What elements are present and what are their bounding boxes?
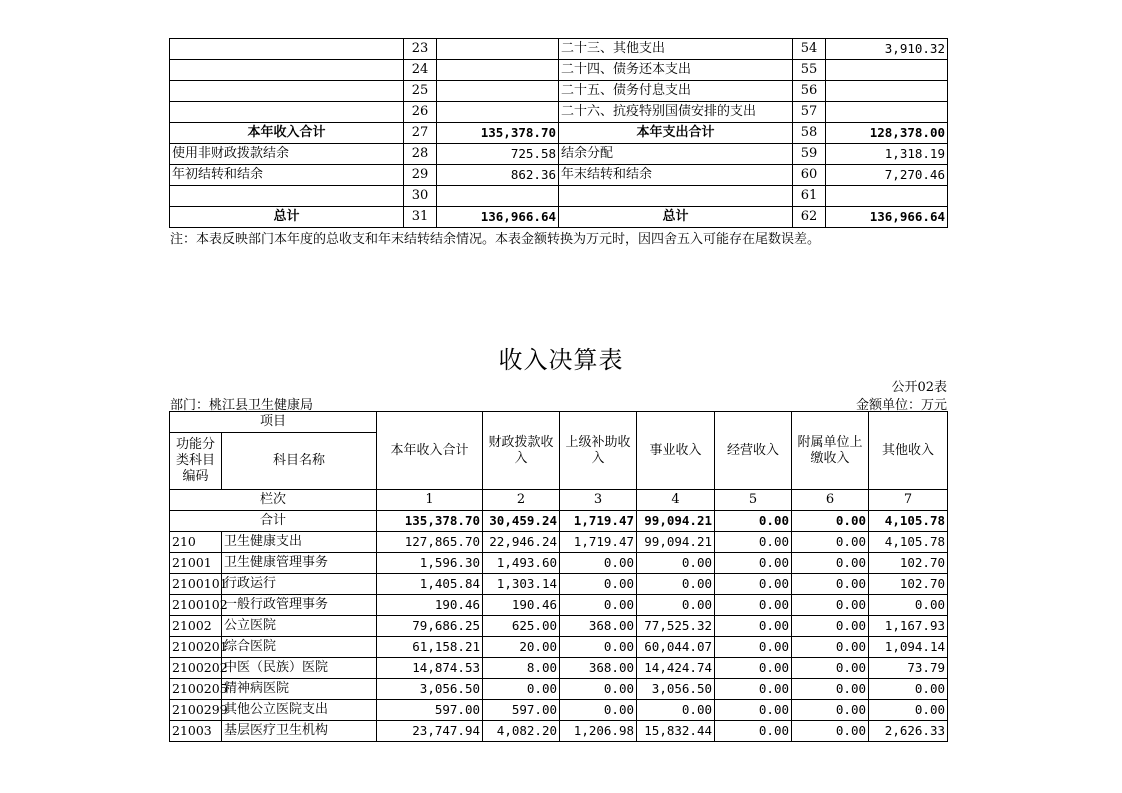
total-value: 4,105.78 <box>869 511 948 532</box>
summary-right-label: 二十三、其他支出 <box>559 39 793 60</box>
row-value: 1,405.84 <box>377 574 483 595</box>
row-value: 0.00 <box>792 595 869 616</box>
summary-right-value <box>826 81 948 102</box>
header-lanci: 栏次 <box>170 490 377 511</box>
department-label: 部门：桃江县卫生健康局 <box>170 398 314 413</box>
row-value: 0.00 <box>792 721 869 742</box>
row-value: 0.00 <box>869 595 948 616</box>
total-value: 30,459.24 <box>483 511 560 532</box>
row-value: 368.00 <box>560 658 637 679</box>
row-value: 0.00 <box>560 700 637 721</box>
row-value: 0.00 <box>560 679 637 700</box>
table-row <box>170 637 948 658</box>
row-code: 2100299 <box>170 700 222 721</box>
row-value: 0.00 <box>715 658 792 679</box>
row-value: 102.70 <box>869 553 948 574</box>
table-row <box>170 574 948 595</box>
summary-row <box>170 207 948 228</box>
summary-right-label: 二十六、抗疫特别国债安排的支出 <box>559 102 793 123</box>
total-value: 99,094.21 <box>637 511 715 532</box>
summary-row <box>170 165 948 186</box>
header-col2: 财政拨款收入 <box>483 412 560 490</box>
row-code: 2100202 <box>170 658 222 679</box>
col-number: 5 <box>715 490 792 511</box>
row-value: 23,747.94 <box>377 721 483 742</box>
header-col7: 其他收入 <box>869 412 948 490</box>
form-code: 公开02表 <box>891 380 947 395</box>
summary-left-value: 725.58 <box>437 144 559 165</box>
row-value: 0.00 <box>715 574 792 595</box>
summary-left-label: 使用非财政拨款结余 <box>170 144 404 165</box>
summary-left-label <box>170 186 404 207</box>
row-value: 127,865.70 <box>377 532 483 553</box>
summary-right-value <box>826 60 948 81</box>
summary-left-no: 29 <box>404 165 437 186</box>
row-value: 0.00 <box>637 553 715 574</box>
row-value: 0.00 <box>715 532 792 553</box>
row-value: 20.00 <box>483 637 560 658</box>
summary-right-value <box>826 102 948 123</box>
summary-right-label: 二十四、债务还本支出 <box>559 60 793 81</box>
summary-right-value: 7,270.46 <box>826 165 948 186</box>
header-col6: 附属单位上缴收入 <box>792 412 869 490</box>
row-value: 1,167.93 <box>869 616 948 637</box>
row-name: 综合医院 <box>222 637 377 658</box>
row-value: 0.00 <box>869 679 948 700</box>
summary-right-no: 60 <box>793 165 826 186</box>
summary-left-no: 23 <box>404 39 437 60</box>
header-col4: 事业收入 <box>637 412 715 490</box>
summary-right-value: 136,966.64 <box>826 207 948 228</box>
summary-row <box>170 60 948 81</box>
summary-right-label: 年末结转和结余 <box>559 165 793 186</box>
row-value: 0.00 <box>792 700 869 721</box>
header-col5: 经营收入 <box>715 412 792 490</box>
summary-right-label: 结余分配 <box>559 144 793 165</box>
summary-right-no: 55 <box>793 60 826 81</box>
row-name: 基层医疗卫生机构 <box>222 721 377 742</box>
row-value: 1,303.14 <box>483 574 560 595</box>
col-number: 6 <box>792 490 869 511</box>
summary-row <box>170 39 948 60</box>
row-value: 0.00 <box>715 721 792 742</box>
row-value: 1,206.98 <box>560 721 637 742</box>
summary-left-value <box>437 186 559 207</box>
header-item: 项目 <box>170 412 377 433</box>
row-value: 15,832.44 <box>637 721 715 742</box>
unit-label: 金额单位：万元 <box>855 398 947 413</box>
summary-left-value <box>437 81 559 102</box>
total-value: 0.00 <box>715 511 792 532</box>
table-row <box>170 616 948 637</box>
total-value: 0.00 <box>792 511 869 532</box>
row-value: 597.00 <box>377 700 483 721</box>
header-col1: 本年收入合计 <box>377 412 483 490</box>
summary-right-value: 1,318.19 <box>826 144 948 165</box>
row-code: 2100205 <box>170 679 222 700</box>
summary-row <box>170 123 948 144</box>
row-name: 精神病医院 <box>222 679 377 700</box>
row-code: 2100201 <box>170 637 222 658</box>
row-value: 190.46 <box>377 595 483 616</box>
row-value: 0.00 <box>560 574 637 595</box>
table-row <box>170 721 948 742</box>
row-code: 2100101 <box>170 574 222 595</box>
summary-right-no: 56 <box>793 81 826 102</box>
row-value: 0.00 <box>715 553 792 574</box>
row-value: 22,946.24 <box>483 532 560 553</box>
row-value: 1,596.30 <box>377 553 483 574</box>
header-code: 功能分类科目编码 <box>170 433 222 490</box>
header-row-lanci <box>170 490 948 511</box>
summary-left-value <box>437 60 559 81</box>
summary-left-label: 本年收入合计 <box>170 123 404 144</box>
row-value: 0.00 <box>869 700 948 721</box>
summary-right-value <box>826 186 948 207</box>
summary-left-value <box>437 39 559 60</box>
header-col3: 上级补助收入 <box>560 412 637 490</box>
table-row <box>170 553 948 574</box>
total-label: 合计 <box>170 511 377 532</box>
row-value: 4,082.20 <box>483 721 560 742</box>
row-value: 14,424.74 <box>637 658 715 679</box>
summary-right-value: 128,378.00 <box>826 123 948 144</box>
summary-row <box>170 186 948 207</box>
row-value: 102.70 <box>869 574 948 595</box>
summary-right-no: 59 <box>793 144 826 165</box>
col-number: 1 <box>377 490 483 511</box>
total-value: 135,378.70 <box>377 511 483 532</box>
summary-right-no: 57 <box>793 102 826 123</box>
row-value: 1,493.60 <box>483 553 560 574</box>
row-code: 21001 <box>170 553 222 574</box>
row-value: 0.00 <box>792 616 869 637</box>
row-value: 0.00 <box>637 574 715 595</box>
summary-left-label: 年初结转和结余 <box>170 165 404 186</box>
row-value: 0.00 <box>792 553 869 574</box>
row-value: 597.00 <box>483 700 560 721</box>
header-name: 科目名称 <box>222 433 377 490</box>
summary-left-label <box>170 81 404 102</box>
summary-left-no: 31 <box>404 207 437 228</box>
row-value: 0.00 <box>637 700 715 721</box>
summary-left-no: 28 <box>404 144 437 165</box>
summary-right-no: 54 <box>793 39 826 60</box>
row-code: 21003 <box>170 721 222 742</box>
row-value: 8.00 <box>483 658 560 679</box>
row-name: 一般行政管理事务 <box>222 595 377 616</box>
col-number: 4 <box>637 490 715 511</box>
summary-right-no: 58 <box>793 123 826 144</box>
row-value: 0.00 <box>715 637 792 658</box>
table-row <box>170 532 948 553</box>
col-number: 3 <box>560 490 637 511</box>
row-value: 0.00 <box>792 658 869 679</box>
row-value: 0.00 <box>560 595 637 616</box>
row-value: 1,094.14 <box>869 637 948 658</box>
row-value: 14,874.53 <box>377 658 483 679</box>
row-value: 0.00 <box>792 637 869 658</box>
summary-left-value <box>437 102 559 123</box>
summary-right-no: 62 <box>793 207 826 228</box>
col-number: 7 <box>869 490 948 511</box>
summary-left-no: 30 <box>404 186 437 207</box>
row-value: 0.00 <box>715 595 792 616</box>
row-value: 0.00 <box>483 679 560 700</box>
summary-right-value: 3,910.32 <box>826 39 948 60</box>
table-row <box>170 679 948 700</box>
summary-left-label: 总计 <box>170 207 404 228</box>
row-value: 0.00 <box>560 553 637 574</box>
summary-right-label <box>559 186 793 207</box>
row-value: 99,094.21 <box>637 532 715 553</box>
row-value: 61,158.21 <box>377 637 483 658</box>
table-row <box>170 658 948 679</box>
summary-left-no: 25 <box>404 81 437 102</box>
row-value: 60,044.07 <box>637 637 715 658</box>
summary-left-no: 24 <box>404 60 437 81</box>
row-name: 公立医院 <box>222 616 377 637</box>
header-row-item <box>170 412 948 433</box>
total-row <box>170 511 948 532</box>
row-value: 77,525.32 <box>637 616 715 637</box>
row-value: 1,719.47 <box>560 532 637 553</box>
row-value: 368.00 <box>560 616 637 637</box>
table-row <box>170 700 948 721</box>
row-code: 21002 <box>170 616 222 637</box>
row-name: 卫生健康管理事务 <box>222 553 377 574</box>
summary-left-no: 27 <box>404 123 437 144</box>
row-value: 0.00 <box>792 679 869 700</box>
summary-left-value: 862.36 <box>437 165 559 186</box>
summary-left-no: 26 <box>404 102 437 123</box>
row-value: 3,056.50 <box>377 679 483 700</box>
summary-left-label <box>170 39 404 60</box>
row-value: 0.00 <box>637 595 715 616</box>
row-name: 其他公立医院支出 <box>222 700 377 721</box>
summary-table-body <box>170 39 948 228</box>
summary-left-label <box>170 102 404 123</box>
row-name: 中医（民族）医院 <box>222 658 377 679</box>
row-code: 210 <box>170 532 222 553</box>
row-value: 3,056.50 <box>637 679 715 700</box>
row-value: 73.79 <box>869 658 948 679</box>
summary-right-label: 本年支出合计 <box>559 123 793 144</box>
row-value: 0.00 <box>560 637 637 658</box>
summary-table <box>169 38 948 228</box>
row-value: 2,626.33 <box>869 721 948 742</box>
row-value: 4,105.78 <box>869 532 948 553</box>
row-value: 0.00 <box>715 700 792 721</box>
row-value: 625.00 <box>483 616 560 637</box>
summary-note: 注：本表反映部门本年度的总收支和年末结转结余情况。本表金额转换为万元时，因四舍五入可能存在尾数误差。 <box>170 232 821 247</box>
summary-right-label: 总计 <box>559 207 793 228</box>
row-code: 2100102 <box>170 595 222 616</box>
row-value: 0.00 <box>715 616 792 637</box>
summary-left-value: 136,966.64 <box>437 207 559 228</box>
summary-right-no: 61 <box>793 186 826 207</box>
row-value: 0.00 <box>715 679 792 700</box>
summary-row <box>170 81 948 102</box>
row-value: 0.00 <box>792 574 869 595</box>
table-row <box>170 595 948 616</box>
income-table <box>169 411 948 742</box>
summary-row <box>170 144 948 165</box>
row-value: 0.00 <box>792 532 869 553</box>
page-title: 收入决算表 <box>498 346 624 374</box>
income-table-body <box>170 532 948 742</box>
summary-left-value: 135,378.70 <box>437 123 559 144</box>
row-value: 190.46 <box>483 595 560 616</box>
row-value: 79,686.25 <box>377 616 483 637</box>
row-name: 卫生健康支出 <box>222 532 377 553</box>
col-number: 2 <box>483 490 560 511</box>
total-value: 1,719.47 <box>560 511 637 532</box>
summary-right-label: 二十五、债务付息支出 <box>559 81 793 102</box>
summary-left-label <box>170 60 404 81</box>
row-name: 行政运行 <box>222 574 377 595</box>
summary-row <box>170 102 948 123</box>
